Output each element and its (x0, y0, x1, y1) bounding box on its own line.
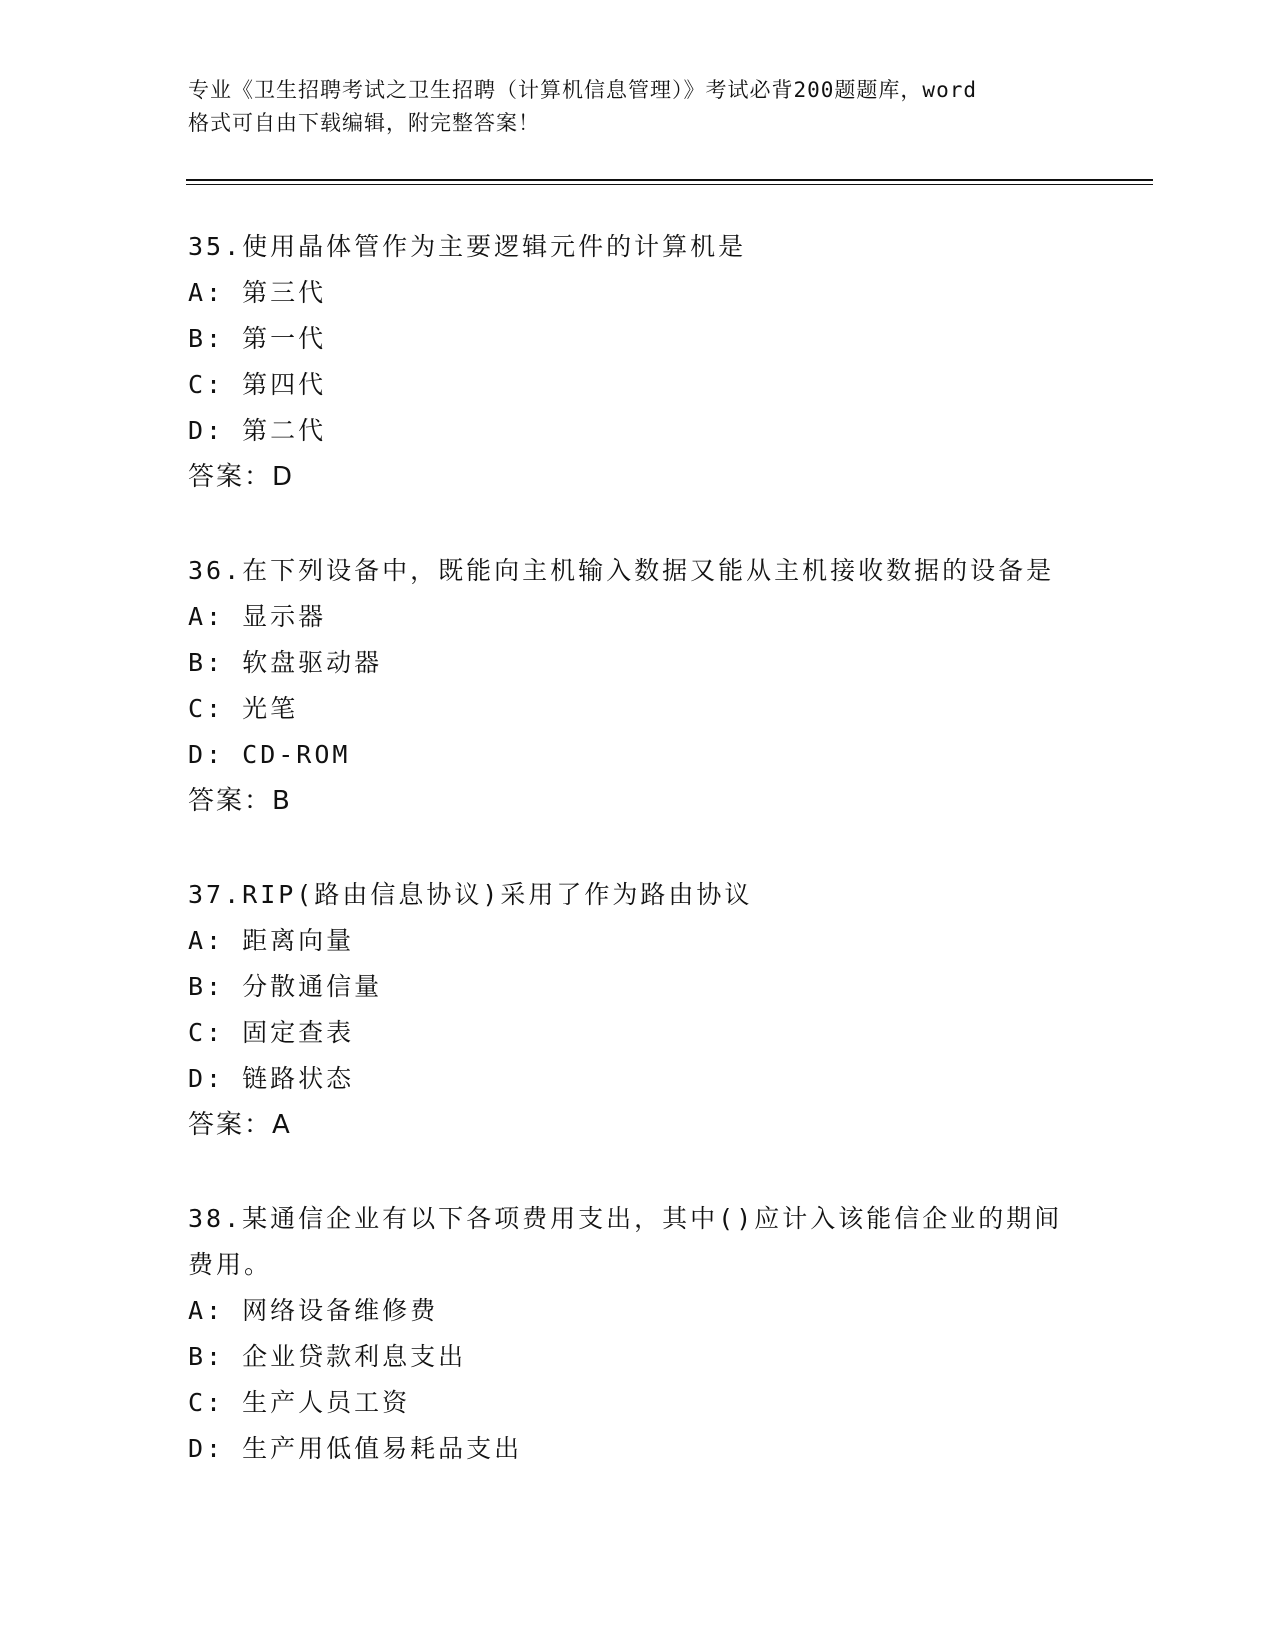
header-line-2: 格式可自由下载编辑，附完整答案！ (188, 111, 540, 135)
answer: 答案：D (188, 462, 295, 492)
question-text: 37.RIP(路由信息协议)采用了作为路由协议 (188, 880, 753, 909)
option-c: C: 生产人员工资 (188, 1388, 411, 1417)
question-37 (188, 872, 1088, 1148)
option-a: A: 网络设备维修费 (188, 1296, 439, 1325)
question-36 (188, 548, 1088, 824)
option-a: A: 距离向量 (188, 926, 355, 955)
header-line-1: 专业《卫生招聘考试之卫生招聘（计算机信息管理）》考试必背200题题库，word (188, 78, 977, 102)
question-text-line-2: 费用。 (188, 1250, 273, 1279)
option-b: B: 分散通信量 (188, 972, 383, 1001)
answer: 答案：A (188, 1110, 292, 1140)
question-text: 35.使用晶体管作为主要逻辑元件的计算机是 (188, 232, 747, 261)
option-b: B: 软盘驱动器 (188, 648, 383, 677)
question-text: 36.在下列设备中，既能向主机输入数据又能从主机接收数据的设备是 (188, 556, 1055, 585)
document-header (188, 74, 1088, 140)
option-a: A: 显示器 (188, 602, 327, 631)
option-d: D: 第二代 (188, 416, 327, 445)
option-c: C: 固定查表 (188, 1018, 355, 1047)
question-38 (188, 1196, 1088, 1472)
option-a: A: 第三代 (188, 278, 327, 307)
option-b: B: 第一代 (188, 324, 327, 353)
option-d: D: 链路状态 (188, 1064, 355, 1093)
question-35 (188, 224, 1088, 500)
answer: 答案：B (188, 786, 292, 816)
header-divider-thick (186, 179, 1153, 181)
option-c: C: 光笔 (188, 694, 299, 723)
option-b: B: 企业贷款利息支出 (188, 1342, 467, 1371)
option-d: D: CD-ROM (188, 740, 351, 769)
option-d: D: 生产用低值易耗品支出 (188, 1434, 523, 1463)
header-divider-thin (186, 184, 1153, 185)
question-text-line-1: 38.某通信企业有以下各项费用支出，其中()应计入该能信企业的期间 (188, 1204, 1063, 1233)
option-c: C: 第四代 (188, 370, 327, 399)
